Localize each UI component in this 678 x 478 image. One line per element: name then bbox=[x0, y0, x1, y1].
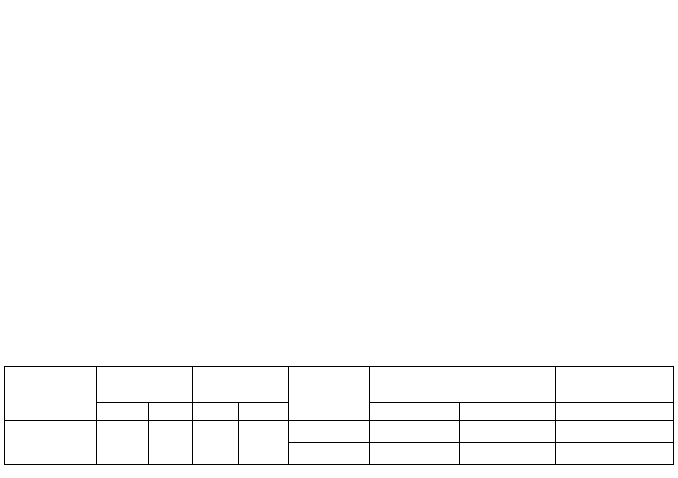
unit-mm bbox=[192, 403, 238, 421]
model-header bbox=[5, 367, 97, 421]
temperature-header bbox=[370, 367, 556, 403]
pitch-mm-cell bbox=[96, 421, 148, 465]
unit-wet bbox=[460, 403, 556, 421]
thickness-header bbox=[192, 367, 288, 403]
thickness-inch-cell bbox=[238, 421, 288, 465]
material-cell bbox=[288, 421, 370, 443]
load-cell bbox=[556, 421, 674, 443]
dry-temp-cell bbox=[370, 443, 460, 465]
material-header bbox=[288, 367, 370, 421]
wet-temp-cell bbox=[460, 421, 556, 443]
load-cell bbox=[556, 443, 674, 465]
thickness-mm-cell bbox=[192, 421, 238, 465]
unit-dry bbox=[370, 403, 460, 421]
unit-inch bbox=[148, 403, 192, 421]
material-cell bbox=[288, 443, 370, 465]
unit-n bbox=[556, 403, 674, 421]
dry-temp-cell bbox=[370, 421, 460, 443]
table-row bbox=[5, 421, 674, 443]
pitch-header bbox=[96, 367, 192, 403]
header-row bbox=[5, 367, 674, 403]
wet-temp-cell bbox=[460, 443, 556, 465]
unit-mm bbox=[96, 403, 148, 421]
model-cell bbox=[5, 421, 97, 465]
unit-inch bbox=[238, 403, 288, 421]
specification-table bbox=[4, 366, 674, 465]
load-header bbox=[556, 367, 674, 403]
pitch-inch-cell bbox=[148, 421, 192, 465]
